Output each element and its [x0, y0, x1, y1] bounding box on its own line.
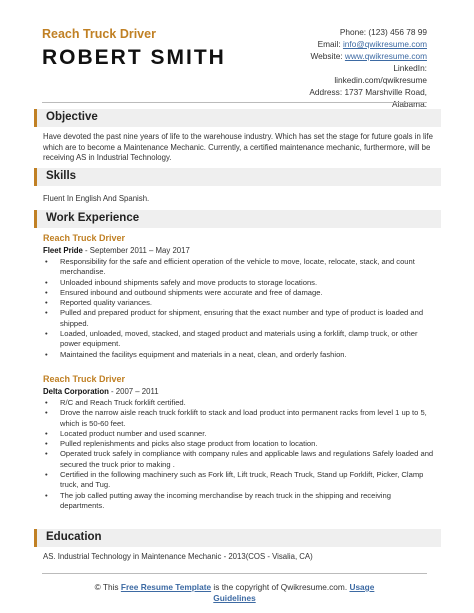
- list-item: • Responsibility for the safe and efficient operation of the vehicle to move, locate, relocate, stack, and count merchandise.: [43, 257, 437, 278]
- list-item: • Reported quality variances.: [43, 298, 437, 308]
- candidate-name: ROBERT SMITH: [42, 46, 226, 69]
- section-title-objective: Objective: [46, 111, 98, 123]
- footer-divider: [42, 573, 427, 574]
- job-1-dates: - September 2011 – May 2017: [82, 246, 190, 255]
- job-2-title: Reach Truck Driver: [43, 374, 126, 384]
- contact-email-row: [207, 38, 427, 50]
- footer-middle: is the copyright of Qwikresume.com.: [211, 582, 350, 592]
- section-header-experience: [34, 210, 441, 228]
- job-1-bullets: [43, 257, 437, 360]
- section-header-objective: [34, 109, 441, 127]
- contact-website-link[interactable]: www.qwikresume.com: [344, 51, 427, 61]
- section-title-experience: Work Experience: [46, 212, 140, 224]
- footer: [42, 582, 427, 604]
- section-title-education: Education: [46, 531, 102, 543]
- education-text: AS. Industrial Technology in Maintenance Mechanic - 2013(COS - Visalia, CA): [43, 552, 313, 561]
- contact-email-label: Email:: [317, 39, 343, 49]
- section-title-skills: Skills: [46, 170, 77, 182]
- contact-address-line2: Alabama.: [391, 99, 427, 109]
- job-1-title: Reach Truck Driver: [43, 233, 126, 243]
- usage-guidelines-link-part2[interactable]: Guidelines: [213, 593, 256, 603]
- contact-phone: Phone: (123) 456 78 99: [339, 27, 427, 37]
- section-header-skills: [34, 168, 441, 186]
- job-2-bullets: [43, 398, 437, 511]
- contact-linkedin: linkedin.com/qwikresume: [334, 75, 427, 85]
- job-1-company-line: [43, 246, 190, 255]
- list-item: • Certified in the following machinery such as Fork lift, Lift truck, Reach Truck, Stand up Forklift, Picker, Clamp truck, and Tug.: [43, 470, 437, 491]
- contact-address-line1: Address: 1737 Marshville Road,: [309, 87, 427, 97]
- list-item: • Ensured inbound and outbound shipments were accurate and free of damage.: [43, 288, 437, 298]
- list-item: • Operated truck safely in compliance with company rules and applicable laws and regulations Safely loaded and secured the truck prior to making .: [43, 449, 437, 470]
- resume-job-title: Reach Truck Driver: [42, 27, 156, 41]
- contact-linkedin-label: LinkedIn:: [393, 63, 427, 73]
- list-item: • Drove the narrow aisle reach truck forklift to stack and load product into permanent racks from level 1 up to 5, which is 50-60 feet.: [43, 408, 437, 429]
- footer-prefix: © This: [94, 582, 121, 592]
- list-item: • Located product number and used scanner.: [43, 429, 437, 439]
- job-2-company: Delta Corporation: [43, 387, 109, 396]
- skills-text: Fluent In English And Spanish.: [43, 194, 150, 203]
- contact-website-row: [207, 50, 427, 62]
- section-header-education: [34, 529, 441, 547]
- job-2-company-line: [43, 387, 159, 396]
- contact-block: [207, 26, 427, 110]
- header-divider: [42, 102, 427, 103]
- list-item: • Maintained the facilitys equipment and materials in a neat, clean, and orderly fashion.: [43, 350, 437, 360]
- list-item: • Pulled replenishments and picks also stage product from location to location.: [43, 439, 437, 449]
- contact-email-link[interactable]: info@qwikresume.com: [342, 39, 427, 49]
- contact-website-label: Website:: [310, 51, 345, 61]
- list-item: • Loaded, unloaded, moved, stacked, and staged product and materials using a forklift, clamp truck, or other power equipment.: [43, 329, 437, 350]
- list-item: • Pulled and prepared product for shipment, ensuring that the exact number and type of product is loaded and shipped.: [43, 308, 437, 329]
- list-item: • Unloaded inbound shipments safely and move products to storage locations.: [43, 278, 437, 288]
- free-resume-template-link[interactable]: Free Resume Template: [120, 582, 212, 592]
- job-2-dates: - 2007 – 2011: [108, 387, 159, 396]
- list-item: • The job called putting away the incoming merchandise by reach truck in the shipping and receiving departments.: [43, 491, 437, 512]
- job-1-company: Fleet Pride: [43, 246, 83, 255]
- list-item: • R/C and Reach Truck forklift certified.: [43, 398, 437, 408]
- objective-text: Have devoted the past nine years of life to the warehouse industry. Which has set the stage for future goals in life which are to become a Maintenance Mechanic. Currently, a certified maintenance mechanic, furthermore, will be receiving AS in Industrial Technology.: [43, 132, 433, 163]
- usage-guidelines-link-part1[interactable]: Usage: [349, 582, 375, 592]
